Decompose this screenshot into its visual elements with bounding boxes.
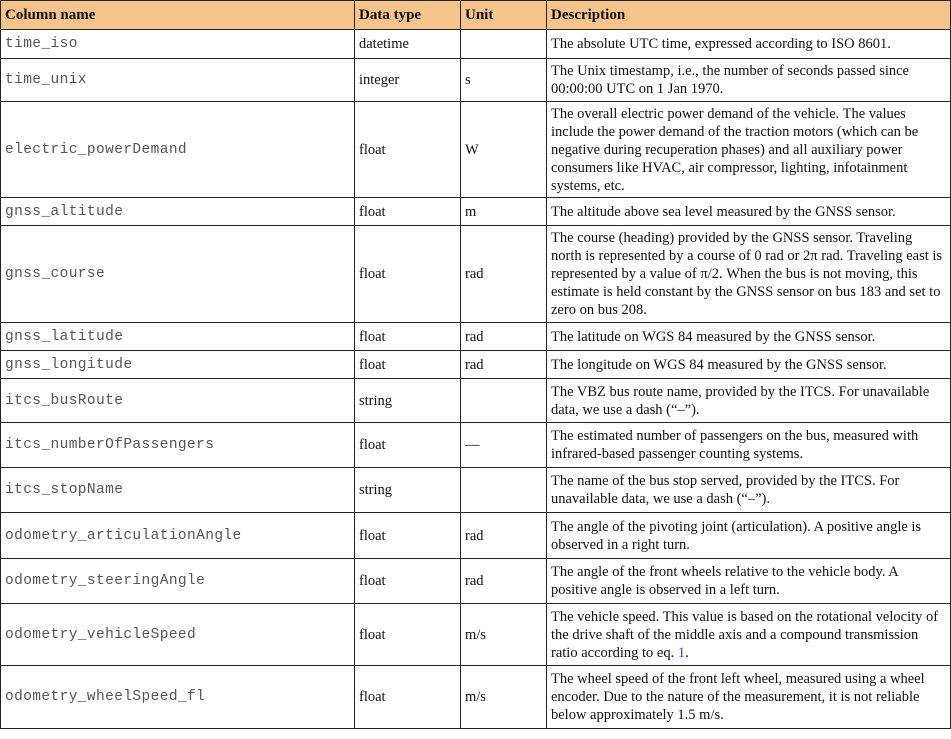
cell-unit: m/s: [461, 604, 547, 666]
header-description: Description: [547, 1, 951, 30]
cell-data-type: float: [355, 323, 461, 351]
table-row: [1, 468, 951, 513]
cell-data-type: float: [355, 423, 461, 468]
table-row: [1, 30, 951, 59]
table-row: [1, 559, 951, 604]
cell-unit: [461, 468, 547, 513]
cell-data-type: float: [355, 666, 461, 729]
table-row: [1, 604, 951, 666]
cell-description: The Unix timestamp, i.e., the number of seconds passed since 00:00:00 UTC on 1 Jan 1970.: [547, 59, 951, 102]
cell-data-type: float: [355, 102, 461, 198]
cell-column-name: electric_powerDemand: [1, 102, 355, 198]
cell-data-type: float: [355, 559, 461, 604]
cell-unit: [461, 379, 547, 423]
cell-data-type: string: [355, 379, 461, 423]
cell-column-name: gnss_latitude: [1, 323, 355, 351]
table-row: [1, 423, 951, 468]
cell-description: The wheel speed of the front left wheel, measured using a wheel encoder. Due to the nature of the measurement, it is not reliable below approximately 1.5 m/s.: [547, 666, 951, 729]
cell-column-name: gnss_course: [1, 226, 355, 323]
cell-description: [547, 604, 951, 666]
cell-description: The name of the bus stop served, provided by the ITCS. For unavailable data, we use a dash (“–”).: [547, 468, 951, 513]
description-period: .: [685, 644, 689, 661]
cell-unit: m: [461, 198, 547, 226]
cell-column-name: time_iso: [1, 30, 355, 59]
cell-description: The estimated number of passengers on the bus, measured with infrared-based passenger counting systems.: [547, 423, 951, 468]
cell-data-type: float: [355, 351, 461, 379]
header-column-name: Column name: [1, 1, 355, 30]
cell-description: The altitude above sea level measured by the GNSS sensor.: [547, 198, 951, 226]
cell-data-type: float: [355, 513, 461, 559]
cell-description: The absolute UTC time, expressed according to ISO 8601.: [547, 30, 951, 59]
cell-unit: W: [461, 102, 547, 198]
cell-unit: rad: [461, 513, 547, 559]
cell-data-type: float: [355, 198, 461, 226]
cell-data-type: float: [355, 226, 461, 323]
cell-description: The longitude on WGS 84 measured by the GNSS sensor.: [547, 351, 951, 379]
header-unit: Unit: [461, 1, 547, 30]
cell-data-type: integer: [355, 59, 461, 102]
cell-data-type: string: [355, 468, 461, 513]
cell-column-name: gnss_longitude: [1, 351, 355, 379]
cell-description: The VBZ bus route name, provided by the ITCS. For unavailable data, we use a dash (“–”).: [547, 379, 951, 423]
table-row: [1, 513, 951, 559]
table-row: [1, 59, 951, 102]
cell-unit: [461, 30, 547, 59]
cell-data-type: float: [355, 604, 461, 666]
cell-description: The overall electric power demand of the vehicle. The values include the power demand of the traction motors (which can be negative during recuperation phases) and all auxiliary power consumers like HVAC, air compressor, lighting, infotainment systems, etc.: [547, 102, 951, 198]
table-header-row: [1, 1, 951, 30]
cell-column-name: itcs_numberOfPassengers: [1, 423, 355, 468]
cell-unit: s: [461, 59, 547, 102]
cell-unit: rad: [461, 351, 547, 379]
cell-column-name: gnss_altitude: [1, 198, 355, 226]
table-row: [1, 666, 951, 729]
cell-description: The angle of the pivoting joint (articulation). A positive angle is observed in a right turn.: [547, 513, 951, 559]
cell-column-name: itcs_busRoute: [1, 379, 355, 423]
cell-description: The angle of the front wheels relative to the vehicle body. A positive angle is observed in a left turn.: [547, 559, 951, 604]
table-row: [1, 198, 951, 226]
cell-column-name: odometry_steeringAngle: [1, 559, 355, 604]
cell-description: The course (heading) provided by the GNSS sensor. Traveling north is represented by a course of 0 rad or 2π rad. Traveling east is represented by a value of π/2. When the bus is not moving, this estimate is held constant by the GNSS sensor on bus 183 and set to zero on bus 208.: [547, 226, 951, 323]
description-text: The vehicle speed. This value is based on the rotational velocity of the drive shaft of the middle axis and a compound transmission ratio according to eq.: [551, 608, 939, 661]
table-row: [1, 102, 951, 198]
cell-unit: rad: [461, 226, 547, 323]
table-row: [1, 323, 951, 351]
cell-unit: rad: [461, 559, 547, 604]
equation-reference-link[interactable]: 1: [677, 644, 686, 661]
cell-column-name: itcs_stopName: [1, 468, 355, 513]
cell-column-name: odometry_vehicleSpeed: [1, 604, 355, 666]
cell-unit: m/s: [461, 666, 547, 729]
cell-unit: —: [461, 423, 547, 468]
header-data-type: Data type: [355, 1, 461, 30]
cell-data-type: datetime: [355, 30, 461, 59]
cell-unit: rad: [461, 323, 547, 351]
cell-description: The latitude on WGS 84 measured by the GNSS sensor.: [547, 323, 951, 351]
table-row: [1, 379, 951, 423]
table-row: [1, 351, 951, 379]
table-row: [1, 226, 951, 323]
cell-column-name: time_unix: [1, 59, 355, 102]
cell-column-name: odometry_articulationAngle: [1, 513, 355, 559]
cell-column-name: odometry_wheelSpeed_fl: [1, 666, 355, 729]
